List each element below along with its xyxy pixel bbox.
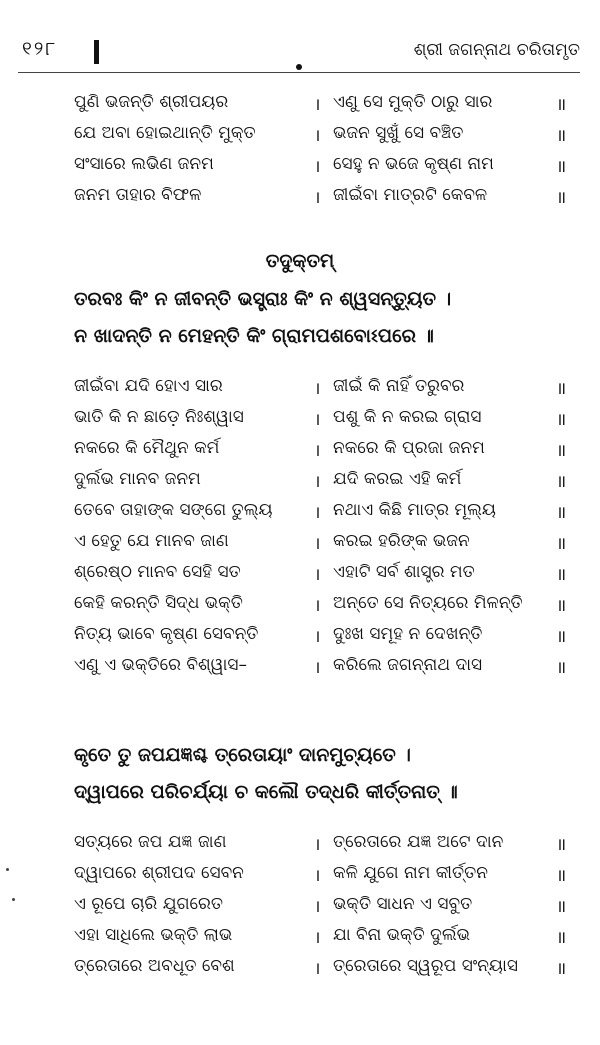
margin-speck xyxy=(6,868,9,871)
verse-first-half: ତେବେ ତାହାଙ୍କ ସଙ୍ଗେ ତୁଲ୍ୟ xyxy=(74,500,273,520)
verse-second-half: ଏଣୁ ସେ ମୁକ୍ତି ଠାରୁ ସାର xyxy=(333,92,493,112)
subheading: ତଦୁକ୍ତମ୍ xyxy=(265,250,335,272)
half-verse-danda: । xyxy=(314,157,321,177)
verse-second-half: ନଥାଏ କିଛି ମାତ୍ର ମୂଲ୍ୟ xyxy=(333,500,496,520)
ornament-dot xyxy=(296,64,302,70)
half-verse-danda: । xyxy=(314,658,321,678)
double-danda: ॥ xyxy=(556,897,568,917)
shloka-line: କୃତେ ତୁ ଜପଯଜ୍ଞଶ୍ଚ ତ୍ରେତାୟାଂ ଦାନମୁଚ୍ୟତେ । xyxy=(74,744,411,766)
half-verse-danda: । xyxy=(314,866,321,886)
margin-speck xyxy=(12,898,15,901)
verse-first-half: ଏଣୁ ଏ ଭକ୍ତିରେ ବିଶ୍ୱାସ– xyxy=(74,655,247,675)
double-danda: ॥ xyxy=(556,410,568,430)
verse-line xyxy=(0,921,600,952)
verse-second-half: ଦୁଃଖ ସମୂହ ନ ଦେଖନ୍ତି xyxy=(333,624,483,644)
verse-second-half: ଯା ବିନା ଭକ୍ତି ଦୁର୍ଲଭ xyxy=(333,925,471,945)
verse-first-half: ଦୁର୍ଲଭ ମାନବ ଜନମ xyxy=(74,469,201,489)
verse-second-half: ନକରେ କି ପ୍ରଜା ଜନମ xyxy=(333,438,485,458)
verse-line xyxy=(0,119,600,150)
half-verse-danda: । xyxy=(314,126,321,146)
verse-line xyxy=(0,620,600,651)
shloka-line: ନ ଖାଦନ୍ତି ନ ମେହନ୍ତି କିଂ ଗ୍ରାମପଶବୋଽପରେ ॥ xyxy=(74,325,434,347)
verse-line xyxy=(0,651,600,682)
shloka-line: ତରବଃ କିଂ ନ ଜୀବନ୍ତି ଭସ୍ତ୍ରାଃ କିଂ ନ ଶ୍ୱସନ୍ତ୍ୟୁତ । xyxy=(74,288,452,310)
verse-block-2 xyxy=(0,372,600,682)
half-verse-danda: । xyxy=(314,441,321,461)
verse-second-half: ଏହାଟି ସର୍ବ ଶାସ୍ତ୍ର ମତ xyxy=(333,562,475,582)
half-verse-danda: । xyxy=(314,95,321,115)
verse-first-half: ତ୍ରେତାରେ ଅବଧୂତ ବେଶ xyxy=(74,956,235,976)
double-danda: ॥ xyxy=(556,157,568,177)
double-danda: ॥ xyxy=(556,472,568,492)
half-verse-danda: । xyxy=(314,959,321,979)
sanskrit-shloka-1 xyxy=(74,288,584,362)
sanskrit-shloka-2 xyxy=(74,744,584,818)
verse-line xyxy=(0,372,600,403)
verse-line xyxy=(0,434,600,465)
verse-first-half: ଏ ରୂପେ ଚାରି ଯୁଗରେତ xyxy=(74,894,224,914)
half-verse-danda: । xyxy=(314,188,321,208)
double-danda: ॥ xyxy=(556,188,568,208)
verse-block-3 xyxy=(0,828,600,983)
double-danda: ॥ xyxy=(556,534,568,554)
half-verse-danda: । xyxy=(314,565,321,585)
verse-second-half: ଭକ୍ତି ସାଧନ ଏ ସବୁତ xyxy=(333,894,473,914)
header-rule xyxy=(18,72,580,73)
verse-first-half: ଭାତି କି ନ ଛାଡ଼େ ନିଃଶ୍ୱାସ xyxy=(74,407,244,427)
page-header xyxy=(18,38,580,78)
verse-first-half: ଯେ ଅବା ହୋଇଥାନ୍ତି ମୁକ୍ତ xyxy=(74,123,256,143)
verse-block-1 xyxy=(0,88,600,212)
verse-second-half: ଯଦି କରଇ ଏହି କର୍ମ xyxy=(333,469,462,489)
double-danda: ॥ xyxy=(556,658,568,678)
half-verse-danda: । xyxy=(314,472,321,492)
double-danda: ॥ xyxy=(556,379,568,399)
page-number-bar xyxy=(94,40,99,64)
verse-first-half: ଜୀଇଁବା ଯଦି ହୋଏ ସାର xyxy=(74,376,223,396)
verse-first-half: କେହି କରନ୍ତି ସିଦ୍ଧ ଭକ୍ତି xyxy=(74,593,243,613)
verse-first-half: ଶ୍ରେଷ୍ଠ ମାନବ ସେହି ସତ xyxy=(74,562,241,582)
half-verse-danda: । xyxy=(314,627,321,647)
half-verse-danda: । xyxy=(314,410,321,430)
verse-line xyxy=(0,558,600,589)
double-danda: ॥ xyxy=(556,565,568,585)
verse-line xyxy=(0,150,600,181)
verse-second-half: ଅନ୍ତେ ସେ ନିତ୍ୟରେ ମିଳନ୍ତି xyxy=(333,593,523,613)
half-verse-danda: । xyxy=(314,835,321,855)
half-verse-danda: । xyxy=(314,897,321,917)
verse-first-half: ପୁଣି ଭଜନ୍ତି ଶ୍ରୀପୟର xyxy=(74,92,229,112)
double-danda: ॥ xyxy=(556,866,568,886)
verse-second-half: ଜୀଇଁ କି ନାହିଁ ତରୁବର xyxy=(333,376,465,396)
verse-second-half: କରଇ ହରିଙ୍କ ଭଜନ xyxy=(333,531,470,551)
verse-line xyxy=(0,890,600,921)
verse-second-half: କରିଲେ ଜଗନ୍ନାଥ ଦାସ xyxy=(333,655,483,675)
half-verse-danda: । xyxy=(314,503,321,523)
verse-line xyxy=(0,496,600,527)
verse-first-half: ଦ୍ୱାପରେ ଶ୍ରୀପଦ ସେବନ xyxy=(74,863,244,883)
verse-first-half: ଏ ହେତୁ ଯେ ମାନବ ଜାଣ xyxy=(74,531,229,551)
shloka-line: ଦ୍ୱାପରେ ପରିଚର୍ଯ୍ୟା ଚ କଲୌ ତଦ୍ଧରି କୀର୍ତ୍ତନାତ୍ ॥ xyxy=(74,781,458,803)
verse-first-half: ଏହା ସାଧିଲେ ଭକ୍ତି ଲାଭ xyxy=(74,925,233,945)
verse-first-half: ନିତ୍ୟ ଭାବେ କୃଷ୍ଣ ସେବନ୍ତି xyxy=(74,624,259,644)
verse-line xyxy=(0,828,600,859)
verse-second-half: କଳି ଯୁଗେ ନାମ କୀର୍ତ୍ତନ xyxy=(333,863,488,883)
double-danda: ॥ xyxy=(556,503,568,523)
verse-first-half: ସତ୍ୟରେ ଜପ ଯଜ୍ଞ ଜାଣ xyxy=(74,832,227,852)
verse-second-half: ତ୍ରେତାରେ ଯଜ୍ଞ ଅଟେ ଦାନ xyxy=(333,832,504,852)
verse-line xyxy=(0,88,600,119)
double-danda: ॥ xyxy=(556,627,568,647)
half-verse-danda: । xyxy=(314,379,321,399)
verse-second-half: ପଶୁ କି ନ କରଇ ଗ୍ରାସ xyxy=(333,407,482,427)
double-danda: ॥ xyxy=(556,596,568,616)
running-title: ଶ୍ରୀ ଜଗନ୍ନାଥ ଚରିତାମୃତ xyxy=(413,40,580,60)
verse-first-half: ସଂସାରେ ଲଭିଣ ଜନମ xyxy=(74,154,214,174)
double-danda: ॥ xyxy=(556,928,568,948)
verse-first-half: ନକରେ କି ମୈଥୁନ କର୍ମ xyxy=(74,438,220,458)
verse-line xyxy=(0,181,600,212)
verse-second-half: ସେହୁ ନ ଭଜେ କୃଷ୍ଣ ନାମ xyxy=(333,154,494,174)
half-verse-danda: । xyxy=(314,534,321,554)
half-verse-danda: । xyxy=(314,928,321,948)
verse-second-half: ଜୀଇଁବା ମାତ୍ରଟି କେବଳ xyxy=(333,185,488,205)
verse-first-half: ଜନମ ତାହାର ବିଫଳ xyxy=(74,185,202,205)
verse-line xyxy=(0,859,600,890)
page-number: ୧୨୮ xyxy=(22,38,58,60)
verse-line xyxy=(0,403,600,434)
double-danda: ॥ xyxy=(556,959,568,979)
verse-second-half: ତ୍ରେତାରେ ସ୍ୱରୂପ ସଂନ୍ୟାସ xyxy=(333,956,518,976)
double-danda: ॥ xyxy=(556,835,568,855)
double-danda: ॥ xyxy=(556,126,568,146)
double-danda: ॥ xyxy=(556,441,568,461)
verse-line xyxy=(0,527,600,558)
verse-line xyxy=(0,952,600,983)
verse-line xyxy=(0,589,600,620)
verse-second-half: ଭଜନ ସୁଖୁଁ ସେ ବଞ୍ଚିତ xyxy=(333,123,464,143)
verse-line xyxy=(0,465,600,496)
double-danda: ॥ xyxy=(556,95,568,115)
half-verse-danda: । xyxy=(314,596,321,616)
